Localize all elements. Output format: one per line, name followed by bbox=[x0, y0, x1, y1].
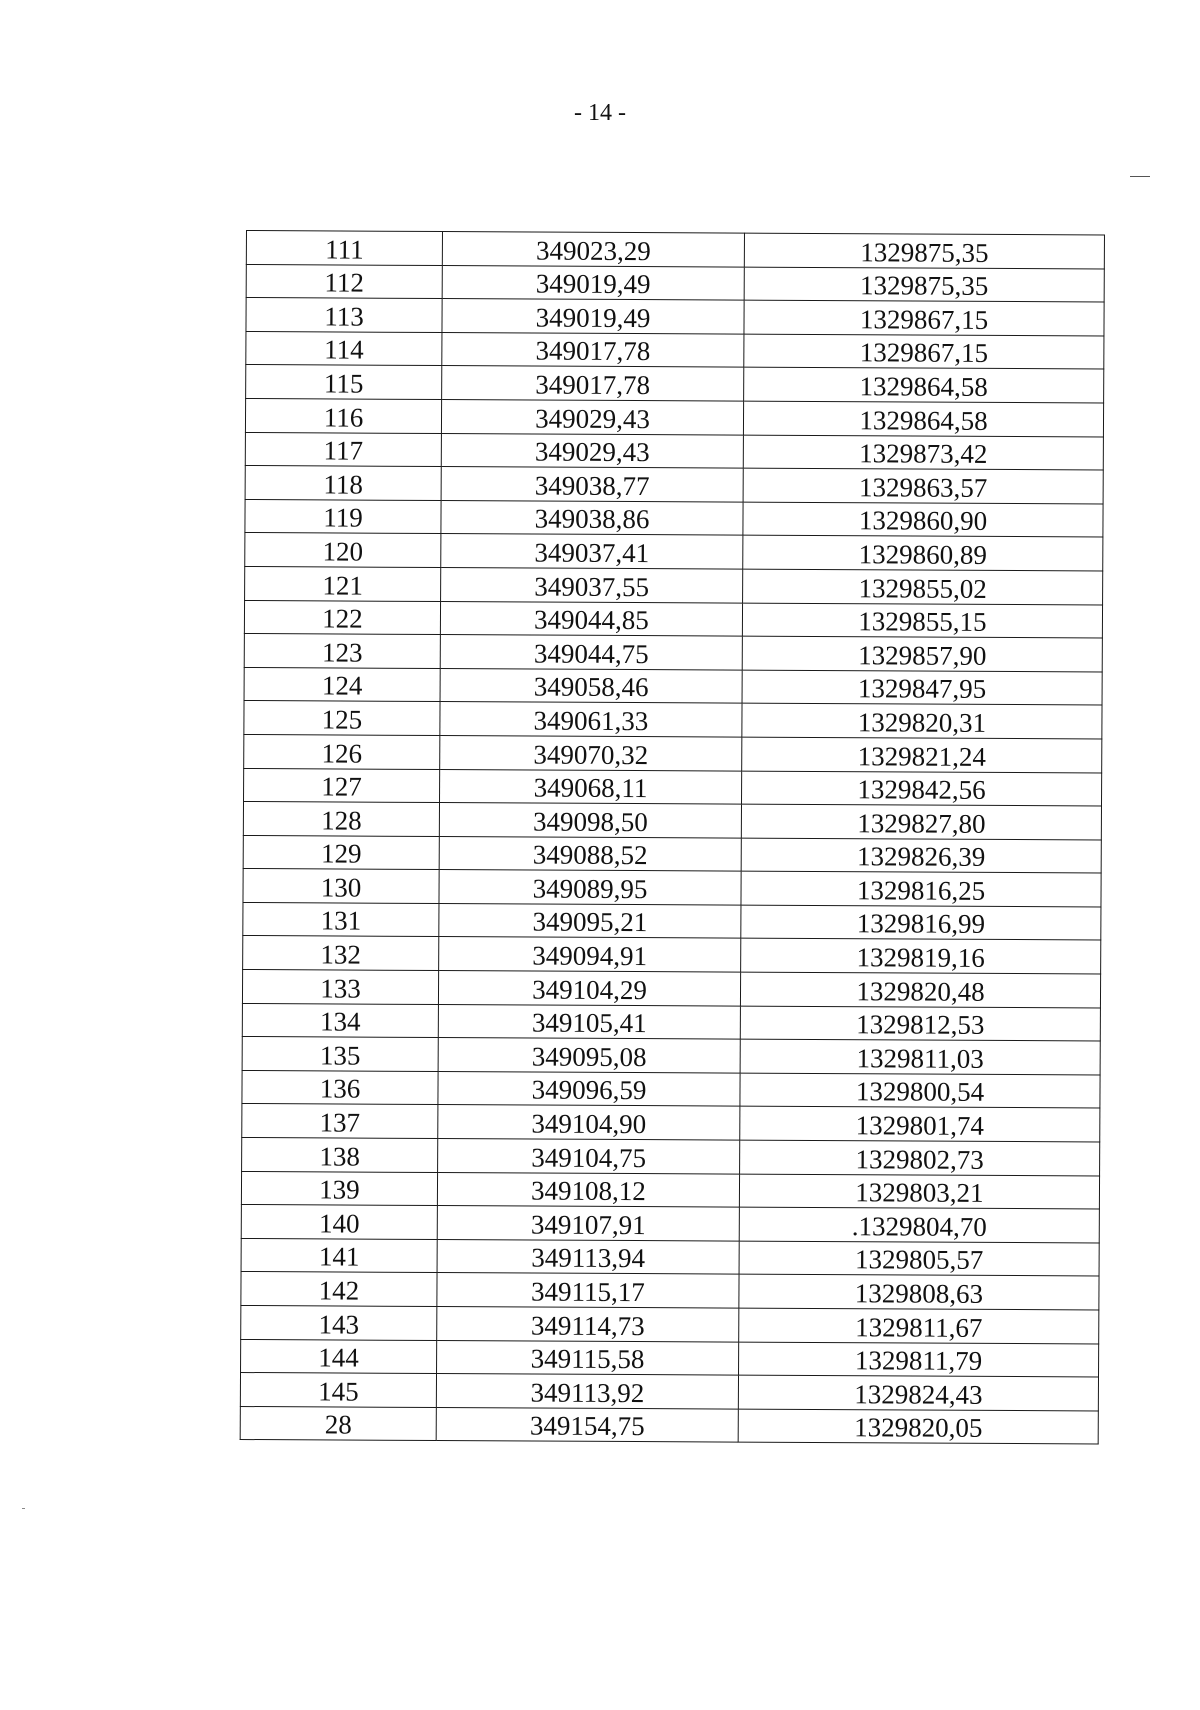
point-number-cell: 131 bbox=[243, 902, 439, 937]
x-coordinate-cell: 349044,75 bbox=[440, 635, 742, 670]
point-number-cell: 138 bbox=[242, 1138, 438, 1173]
table-row bbox=[242, 970, 1100, 1008]
y-coordinate-cell: 1329875,35 bbox=[744, 267, 1104, 302]
table-row bbox=[244, 667, 1102, 705]
table-row bbox=[243, 802, 1101, 840]
margin-mark bbox=[1130, 176, 1150, 177]
table-row bbox=[245, 566, 1103, 604]
x-coordinate-cell: 349154,75 bbox=[436, 1407, 738, 1442]
point-number-cell: 139 bbox=[241, 1171, 437, 1206]
point-number-cell: 140 bbox=[241, 1205, 437, 1240]
y-coordinate-cell: 1329811,03 bbox=[740, 1039, 1100, 1074]
coordinates-table bbox=[240, 230, 1105, 1445]
y-coordinate-cell: 1329873,42 bbox=[743, 435, 1103, 470]
x-coordinate-cell: 349104,75 bbox=[438, 1139, 740, 1174]
table-row bbox=[245, 533, 1103, 571]
x-coordinate-cell: 349038,77 bbox=[441, 467, 743, 502]
x-coordinate-cell: 349096,59 bbox=[438, 1071, 740, 1106]
y-coordinate-cell: 1329827,80 bbox=[741, 804, 1101, 839]
table-row bbox=[245, 432, 1103, 470]
coordinates-table-wrapper bbox=[240, 230, 1104, 1445]
y-coordinate-cell: 1329867,15 bbox=[744, 334, 1104, 369]
table-row bbox=[241, 1305, 1099, 1343]
x-coordinate-cell: 349019,49 bbox=[442, 265, 744, 300]
y-coordinate-cell: 1329802,73 bbox=[740, 1140, 1100, 1175]
x-coordinate-cell: 349019,49 bbox=[442, 299, 744, 334]
table-row bbox=[241, 1171, 1099, 1209]
y-coordinate-cell: 1329820,05 bbox=[738, 1409, 1098, 1444]
x-coordinate-cell: 349095,08 bbox=[438, 1038, 740, 1073]
x-coordinate-cell: 349037,55 bbox=[441, 567, 743, 602]
point-number-cell: 115 bbox=[246, 365, 442, 400]
point-number-cell: 134 bbox=[242, 1003, 438, 1038]
y-coordinate-cell: 1329860,90 bbox=[743, 502, 1103, 537]
table-row bbox=[244, 734, 1102, 772]
x-coordinate-cell: 349017,78 bbox=[442, 332, 744, 367]
x-coordinate-cell: 349108,12 bbox=[437, 1172, 739, 1207]
table-row bbox=[244, 634, 1102, 672]
table-row bbox=[246, 264, 1104, 302]
point-number-cell: 119 bbox=[245, 499, 441, 534]
table-row bbox=[245, 398, 1103, 436]
table-row bbox=[242, 1070, 1100, 1108]
y-coordinate-cell: 1329864,58 bbox=[743, 401, 1103, 436]
table-row bbox=[241, 1272, 1099, 1310]
y-coordinate-cell: 1329842,56 bbox=[742, 771, 1102, 806]
point-number-cell: 118 bbox=[245, 466, 441, 501]
x-coordinate-cell: 349107,91 bbox=[437, 1206, 739, 1241]
point-number-cell: 130 bbox=[243, 869, 439, 904]
y-coordinate-cell: 1329860,89 bbox=[743, 535, 1103, 570]
y-coordinate-cell: 1329867,15 bbox=[744, 300, 1104, 335]
x-coordinate-cell: 349058,46 bbox=[440, 668, 742, 703]
point-number-cell: 141 bbox=[241, 1238, 437, 1273]
table-row bbox=[240, 1373, 1098, 1411]
x-coordinate-cell: 349115,17 bbox=[437, 1273, 739, 1308]
y-coordinate-cell: 1329820,48 bbox=[740, 972, 1100, 1007]
y-coordinate-cell: 1329820,31 bbox=[742, 703, 1102, 738]
point-number-cell: 28 bbox=[240, 1406, 436, 1441]
margin-speck bbox=[22, 1508, 25, 1509]
point-number-cell: 124 bbox=[244, 667, 440, 702]
x-coordinate-cell: 349104,29 bbox=[438, 971, 740, 1006]
x-coordinate-cell: 349113,94 bbox=[437, 1239, 739, 1274]
x-coordinate-cell: 349105,41 bbox=[438, 1004, 740, 1039]
table-row bbox=[242, 1104, 1100, 1142]
point-number-cell: 117 bbox=[245, 432, 441, 467]
y-coordinate-cell: 1329800,54 bbox=[740, 1073, 1100, 1108]
y-coordinate-cell: 1329847,95 bbox=[742, 670, 1102, 705]
y-coordinate-cell: 1329803,21 bbox=[739, 1174, 1099, 1209]
point-number-cell: 121 bbox=[245, 566, 441, 601]
x-coordinate-cell: 349113,92 bbox=[436, 1374, 738, 1409]
point-number-cell: 144 bbox=[241, 1339, 437, 1374]
table-row bbox=[245, 466, 1103, 504]
table-row bbox=[241, 1238, 1099, 1276]
y-coordinate-cell: 1329855,02 bbox=[743, 569, 1103, 604]
x-coordinate-cell: 349089,95 bbox=[439, 870, 741, 905]
y-coordinate-cell: 1329801,74 bbox=[740, 1107, 1100, 1142]
point-number-cell: 142 bbox=[241, 1272, 437, 1307]
table-row bbox=[246, 331, 1104, 369]
y-coordinate-cell: 1329811,79 bbox=[739, 1342, 1099, 1377]
y-coordinate-cell: 1329864,58 bbox=[744, 367, 1104, 402]
y-coordinate-cell: 1329821,24 bbox=[742, 737, 1102, 772]
y-coordinate-cell: 1329816,25 bbox=[741, 871, 1101, 906]
point-number-cell: 143 bbox=[241, 1305, 437, 1340]
y-coordinate-cell: 1329824,43 bbox=[738, 1375, 1098, 1410]
x-coordinate-cell: 349070,32 bbox=[440, 735, 742, 770]
y-coordinate-cell: 1329855,15 bbox=[742, 603, 1102, 638]
y-coordinate-cell: 1329875,35 bbox=[744, 233, 1104, 268]
x-coordinate-cell: 349095,21 bbox=[439, 903, 741, 938]
point-number-cell: 126 bbox=[244, 734, 440, 769]
table-row bbox=[241, 1339, 1099, 1377]
y-coordinate-cell: 1329816,99 bbox=[741, 905, 1101, 940]
table-row bbox=[242, 1138, 1100, 1176]
table-row bbox=[242, 1003, 1100, 1041]
x-coordinate-cell: 349029,43 bbox=[441, 399, 743, 434]
x-coordinate-cell: 349114,73 bbox=[437, 1307, 739, 1342]
y-coordinate-cell: .1329804,70 bbox=[739, 1207, 1099, 1242]
point-number-cell: 116 bbox=[245, 398, 441, 433]
point-number-cell: 127 bbox=[244, 768, 440, 803]
table-row bbox=[242, 1037, 1100, 1075]
x-coordinate-cell: 349017,78 bbox=[442, 366, 744, 401]
point-number-cell: 120 bbox=[245, 533, 441, 568]
point-number-cell: 128 bbox=[243, 802, 439, 837]
y-coordinate-cell: 1329863,57 bbox=[743, 468, 1103, 503]
table-row bbox=[243, 835, 1101, 873]
y-coordinate-cell: 1329826,39 bbox=[741, 838, 1101, 873]
table-row bbox=[243, 936, 1101, 974]
point-number-cell: 112 bbox=[246, 264, 442, 299]
table-row bbox=[244, 768, 1102, 806]
point-number-cell: 114 bbox=[246, 331, 442, 366]
point-number-cell: 133 bbox=[242, 970, 438, 1005]
y-coordinate-cell: 1329857,90 bbox=[742, 636, 1102, 671]
point-number-cell: 145 bbox=[240, 1373, 436, 1408]
x-coordinate-cell: 349068,11 bbox=[440, 769, 742, 804]
page-number: - 14 - bbox=[574, 100, 626, 126]
table-row bbox=[244, 600, 1102, 638]
table-row bbox=[243, 902, 1101, 940]
x-coordinate-cell: 349061,33 bbox=[440, 702, 742, 737]
table-row bbox=[245, 499, 1103, 537]
y-coordinate-cell: 1329805,57 bbox=[739, 1241, 1099, 1276]
point-number-cell: 137 bbox=[242, 1104, 438, 1139]
point-number-cell: 113 bbox=[246, 298, 442, 333]
y-coordinate-cell: 1329811,67 bbox=[739, 1308, 1099, 1343]
table-row bbox=[246, 231, 1104, 269]
table-row bbox=[240, 1406, 1098, 1444]
coordinates-table-body bbox=[240, 231, 1104, 1445]
point-number-cell: 136 bbox=[242, 1070, 438, 1105]
point-number-cell: 132 bbox=[243, 936, 439, 971]
x-coordinate-cell: 349098,50 bbox=[439, 803, 741, 838]
table-row bbox=[241, 1205, 1099, 1243]
x-coordinate-cell: 349104,90 bbox=[438, 1105, 740, 1140]
point-number-cell: 123 bbox=[244, 634, 440, 669]
x-coordinate-cell: 349115,58 bbox=[437, 1340, 739, 1375]
y-coordinate-cell: 1329808,63 bbox=[739, 1275, 1099, 1310]
x-coordinate-cell: 349023,29 bbox=[442, 232, 744, 267]
x-coordinate-cell: 349044,85 bbox=[440, 601, 742, 636]
point-number-cell: 111 bbox=[246, 231, 442, 266]
x-coordinate-cell: 349038,86 bbox=[441, 500, 743, 535]
table-row bbox=[244, 701, 1102, 739]
point-number-cell: 135 bbox=[242, 1037, 438, 1072]
point-number-cell: 122 bbox=[244, 600, 440, 635]
x-coordinate-cell: 349037,41 bbox=[441, 534, 743, 569]
x-coordinate-cell: 349094,91 bbox=[439, 937, 741, 972]
x-coordinate-cell: 349088,52 bbox=[439, 836, 741, 871]
table-row bbox=[246, 298, 1104, 336]
point-number-cell: 125 bbox=[244, 701, 440, 736]
y-coordinate-cell: 1329812,53 bbox=[740, 1006, 1100, 1041]
table-row bbox=[243, 869, 1101, 907]
y-coordinate-cell: 1329819,16 bbox=[741, 939, 1101, 974]
x-coordinate-cell: 349029,43 bbox=[441, 433, 743, 468]
table-row bbox=[246, 365, 1104, 403]
point-number-cell: 129 bbox=[243, 835, 439, 870]
